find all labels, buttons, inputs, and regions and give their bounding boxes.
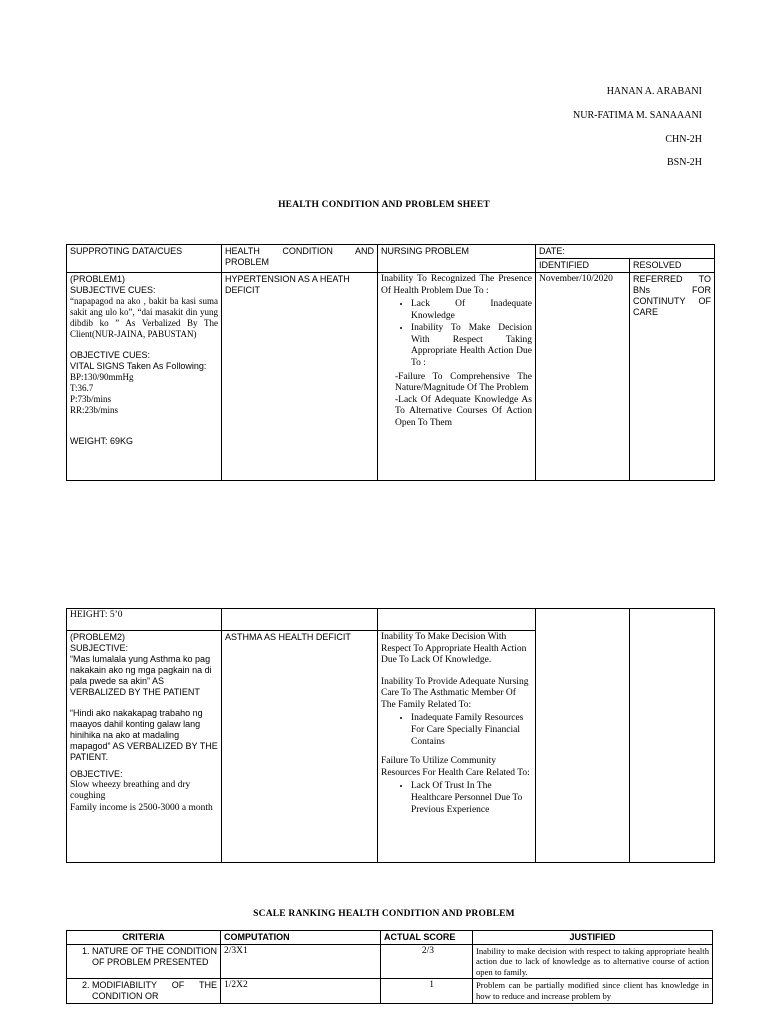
justified-cell: Problem can be partially modified since client has knowledge in how to reduce and increase problem by	[473, 979, 713, 1004]
col-header-nursing: NURSING PROBLEM	[378, 245, 536, 273]
subjective-label: SUBJECTIVE CUES:	[70, 284, 156, 295]
section-code: CHN-2H	[665, 133, 702, 145]
nursing-problem-cell	[378, 272, 536, 480]
supporting-cues-cell	[67, 272, 222, 480]
problem-label: (PROBLEM1)	[70, 273, 126, 284]
scale-ranking-title: SCALE RANKING HEALTH CONDITION AND PROBLEM	[253, 909, 515, 919]
col-header-criteria: CRITERIA	[67, 931, 221, 945]
header-block	[573, 86, 702, 181]
problem-label-2: (PROBLEM2)	[70, 632, 126, 642]
temp-value: T:36.7	[70, 382, 94, 393]
nursing-bullets	[381, 299, 532, 369]
pulse-value: P:73b/mins	[70, 393, 112, 404]
objective-label-2: OBJECTIVE:	[70, 768, 123, 779]
empty-cell	[222, 609, 378, 631]
scale-ranking-table	[66, 930, 713, 1004]
col-header-supporting: SUPPROTING DATA/CUES	[67, 245, 222, 273]
nursing-problem-2: Inability To Provide Adequate Nursing Care To The Asthmatic Member Of The Family Related To:	[381, 676, 529, 710]
computation-cell: 1/2X2	[221, 979, 381, 1004]
objective-text-2: Slow wheezy breathing and dry coughing	[70, 779, 191, 802]
criteria-item: 1. NATURE OF THE CONDITION OF PROBLEM PRESENTED	[92, 946, 217, 968]
health-problem-table-2	[66, 608, 715, 863]
objective-label: OBJECTIVE CUES:	[70, 349, 151, 360]
col-header-identified: IDENTIFIED	[536, 258, 630, 272]
nursing-problem-cell-2	[378, 631, 536, 863]
author-name-2: NUR-FATIMA M. SANAAANI	[573, 109, 702, 121]
rr-value: RR:23b/mins	[70, 404, 119, 415]
col-header-actual-score: ACTUAL SCORE	[381, 931, 473, 945]
empty-cell	[630, 609, 715, 863]
sheet-title: HEALTH CONDITION AND PROBLEM SHEET	[278, 200, 490, 210]
weight-value: WEIGHT: 69KG	[70, 435, 134, 446]
criteria-cell	[67, 979, 221, 1004]
criteria-cell	[67, 944, 221, 978]
resolved-status: REFERRED TO BNs FOR CONTINUTY OF CARE	[630, 272, 715, 480]
nursing-bullets-3	[381, 781, 532, 816]
subjective-label-2: SUBJECTIVE:	[70, 642, 129, 653]
nursing-problem-1: Inability To Make Decision With Respect To Appropriate Health Action Due To Lack Of Knowledge.	[381, 632, 527, 666]
score-cell: 2/3	[381, 944, 473, 978]
col-header-computation: COMPUTATION	[221, 931, 381, 945]
col-header-resolved: RESOLVED	[630, 258, 715, 272]
identified-date: November/10/2020	[536, 272, 630, 480]
height-value: HEIGHT: 5’0	[67, 609, 222, 631]
nursing-bullet: • Lack Of Inadequate Knowledge	[411, 299, 532, 322]
course-code: BSN-2H	[666, 157, 702, 169]
bp-value: BP:130/90mmHg	[70, 371, 134, 382]
computation-cell: 2/3X1	[221, 944, 381, 978]
empty-cell	[378, 609, 536, 631]
supporting-cues-cell-2	[67, 631, 222, 863]
nursing-intro: Inability To Recognized The Presence Of Health Problem Due To :	[381, 273, 532, 296]
subjective-text: “napapagod na ako , bakit ba kasi suma sakit ang ulo ko”, “dai masakit din yung dibdib ko ” As Verbalized By The Client(NUR-JAINA, PABUSTAN)	[70, 295, 218, 339]
nursing-problem-3: Failure To Utilize Community Resources For Health Care Related To:	[381, 756, 530, 778]
quote-1: “Mas lumalala yung Asthma ko pag nakakain ako ng mga pagkain na di pala pwede sa akin” AS VERBALIZED BY THE PATIENT	[70, 653, 212, 697]
nursing-bullet: • Inability To Make Decision With Respect Taking Appropriate Health Action Due To :	[411, 323, 532, 369]
score-cell: 1	[381, 979, 473, 1004]
col-header-justified: JUSTIFIED	[473, 931, 713, 945]
justified-cell: Inability to make decision with respect to taking appropriate health action due to lack of knowledge as to alternative course of action open to family.	[473, 944, 713, 978]
family-income: Family income is 2500-3000 a month	[70, 802, 213, 813]
author-name-1: HANAN A. ARABANI	[606, 86, 702, 97]
health-condition-cell-2: ASTHMA AS HEALTH DEFICIT	[222, 631, 378, 863]
nursing-bullet: • Lack Of Trust In The Healthcare Personnel Due To Previous Experience	[411, 781, 532, 816]
nursing-sub-1: -Failure To Comprehensive The Nature/Magnitude Of The Problem	[395, 371, 532, 394]
health-condition-cell: HYPERTENSION AS A HEATH DEFICIT	[222, 272, 378, 480]
health-problem-table-1	[66, 244, 715, 481]
nursing-bullet: • Inadequate Family Resources For Care Specially Financial Contains	[411, 713, 532, 748]
nursing-bullets-2	[381, 713, 532, 748]
empty-cell	[536, 609, 630, 863]
quote-2: “Hindi ako nakakapag trabaho ng maayos dahil konting galaw lang hinihika na ako at madaling mapagod” AS VERBALIZED BY THE PATIENT.	[70, 707, 218, 762]
criteria-item: 2. MODIFIABILITY OF THE CONDITION OR	[92, 980, 217, 1002]
col-header-health: HEALTH CONDITION AND PROBLEM	[222, 245, 378, 273]
col-header-date: DATE:	[536, 245, 715, 259]
nursing-sub-2: -Lack Of Adequate Knowledge As To Alternative Courses Of Action Open To Them	[395, 394, 532, 428]
vital-signs-label: VITAL SIGNS Taken As Following:	[70, 360, 207, 371]
